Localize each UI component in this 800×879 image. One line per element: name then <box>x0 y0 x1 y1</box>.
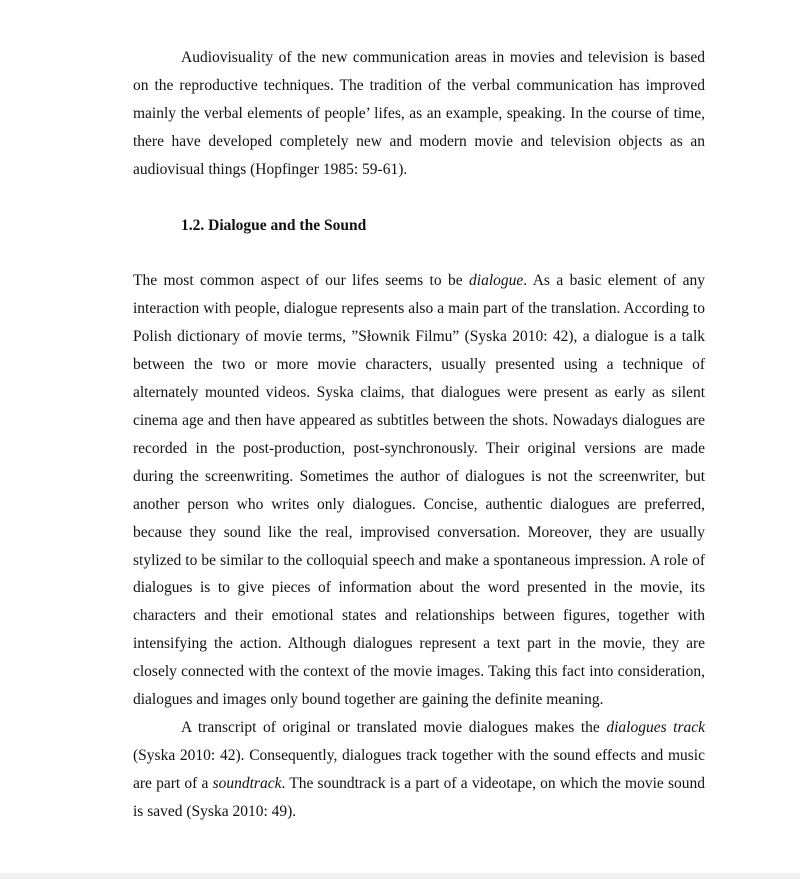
dialogues-track-term: dialogues track <box>606 718 705 736</box>
soundtrack-paragraph-text-end: . The soundtrack is a part of a videotape, on which the movie sound is saved (Syska 2010: 49). <box>133 774 706 820</box>
soundtrack-paragraph-text-start: A transcript of original or translated movie dialogues makes the <box>181 718 607 736</box>
dialogue-paragraph-text-start: The most common aspect of our lifes seems to be <box>133 272 470 290</box>
document-body <box>133 44 705 826</box>
page-bottom-edge <box>0 873 800 879</box>
dialogue-paragraph <box>133 267 705 714</box>
section-heading: 1.2. Dialogue and the Sound <box>181 216 367 234</box>
dialogue-paragraph-text-rest: . As a basic element of any interaction with people, dialogue represents also a main part of the translation. According to Polish dictionary of movie terms, ”Słownik Filmu” (Syska 2010: 42), a dialogue is a talk between the two or more movie characters, usually presented using a technique of alternately mounted videos. Syska claims, that dialogues were present as early as silent cinema age and then have appeared as subtitles between the shots. Nowadays dialogues are recorded in the post-production, post-synchronously. Their original versions are made during the screenwriting. Sometimes the author of dialogues is not the screenwriter, but another person who writes only dialogues. Concise, authentic dialogues are preferred, because they sound like the real, improvised conversation. Moreover, they are usually stylized to be similar to the colloquial speech and make a spontaneous impression. A role of dialogues is to give pieces of information about the word presented in the movie, its characters and their emotional states and relationships between figures, together with intensifying the action. Although dialogues represent a text part in the movie, they are closely connected with the context of the movie images. Taking this fact into consideration, dialogues and images only bound together are gaining the definite meaning. <box>133 272 705 709</box>
intro-paragraph: Audiovisuality of the new communication areas in movies and television is based on the reproductive techniques. The tradition of the verbal communication has improved mainly the verbal elements of people’ lifes, as an example, speaking. In the course of time, there have developed completely new and modern movie and television objects as an audiovisual things (Hopfinger 1985: 59-61). <box>133 49 705 178</box>
dialogue-term: dialogue <box>469 272 524 290</box>
soundtrack-paragraph-text-middle: (Syska 2010: 42). Consequently, dialogues track together with the sound effects and music are part of a <box>133 746 705 792</box>
soundtrack-paragraph <box>133 714 705 826</box>
soundtrack-term: soundtrack <box>212 774 282 792</box>
